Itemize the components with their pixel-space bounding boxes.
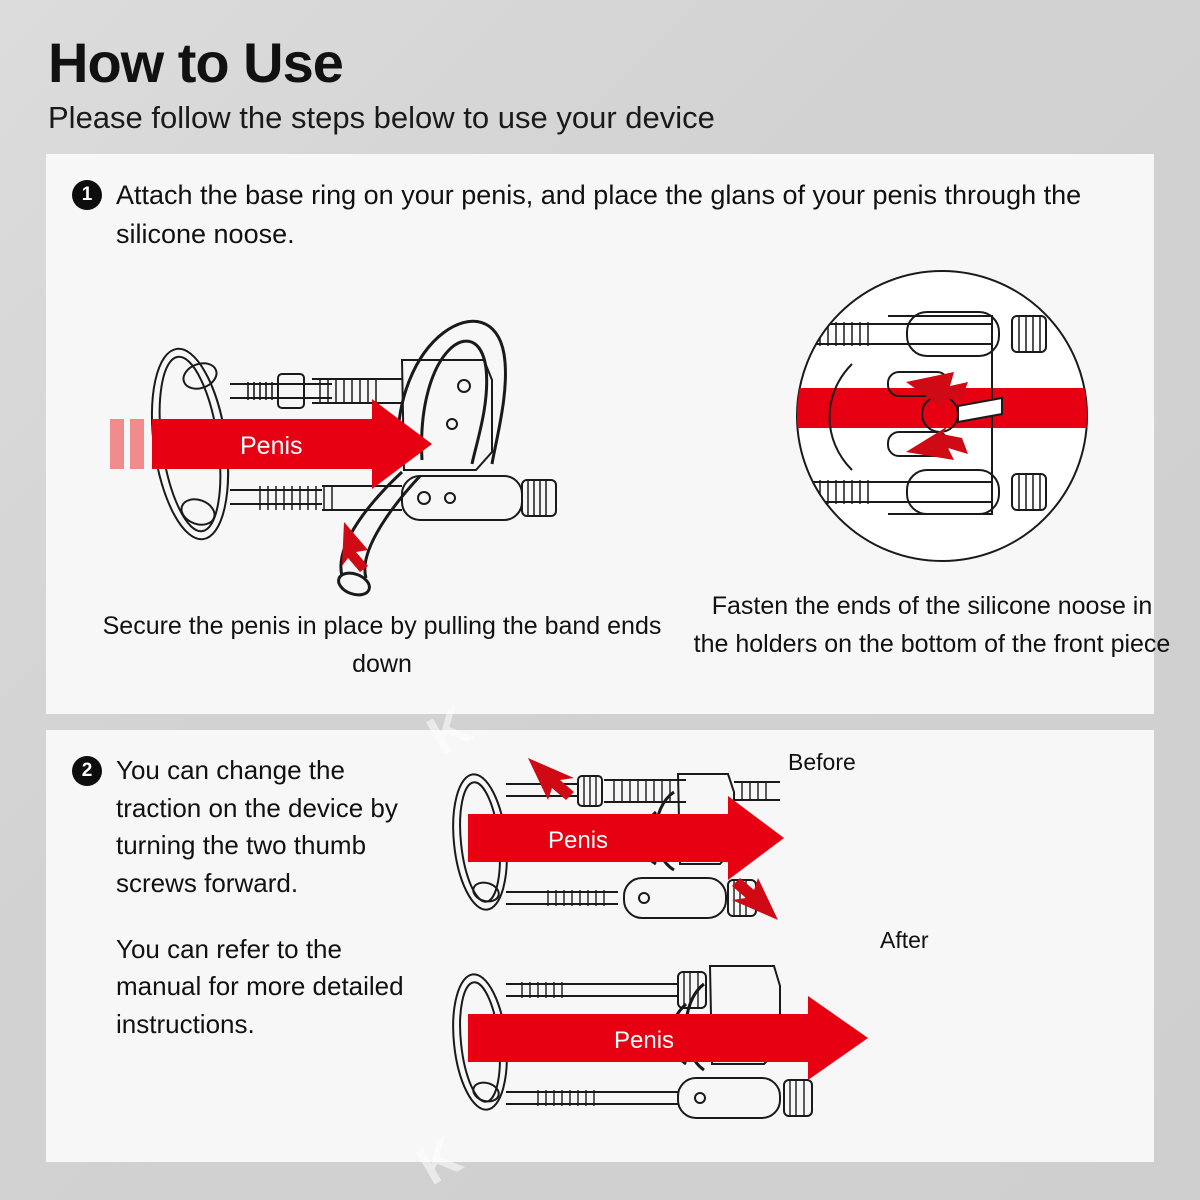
page-subtitle: Please follow the steps below to use your device [48,99,715,135]
after-arrow-label: Penis [614,1026,675,1054]
step-1-left-figure [72,264,692,683]
step-1-left-caption: Secure the penis in place by pulling the band ends down [102,612,662,678]
before-label: Before [788,751,856,775]
step-2-body [72,752,1128,1122]
step-2-instruction-1: You can change the traction on the device by turning the two thumb screws forward. [116,754,398,899]
step-2-badge: 2 [72,756,102,786]
step-2-instruction-2: You can refer to the manual for more detailed instructions. [116,933,404,1040]
step-1-card [46,154,1171,714]
watermark-1: K [417,695,482,767]
before-after-diagram [428,752,1128,1122]
step-1-instruction: Attach the base ring on your penis, and place the glans of your penis through the silicone noose. [116,179,1082,250]
page-title: How to Use [48,31,343,94]
watermark-2: K [407,1125,472,1197]
noose-holder-detail-diagram [692,264,1172,584]
step-1-figures [72,264,1171,683]
step-1-header [72,176,1128,254]
step-2-figures [428,752,1128,1122]
arrow-label-penis: Penis [240,432,303,461]
step-2-header [72,752,418,903]
step-2-text-column [72,752,418,1122]
device-side-view-diagram [72,264,692,604]
step-1-badge: 1 [72,180,102,210]
step-1-right-caption: Fasten the ends of the silicone noose in the holders on the bottom of the front piece [693,592,1171,658]
step-1-right-figure [692,264,1172,683]
step-2-card [46,730,1154,1162]
before-arrow-label: Penis [548,826,609,854]
after-label: After [880,926,929,953]
